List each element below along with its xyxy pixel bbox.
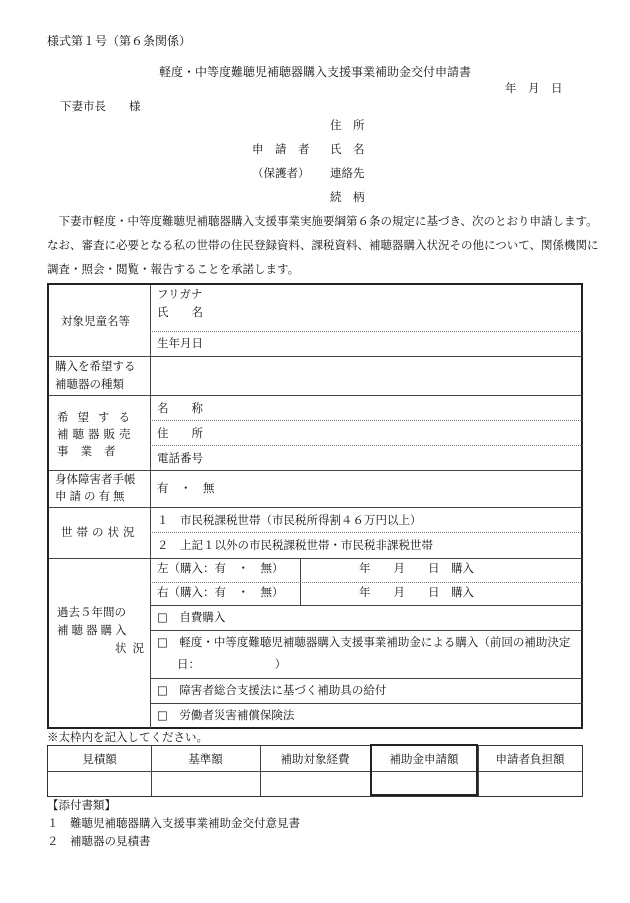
- intro-line-3: 調査・照会・閲覧・報告することを承諾します。: [47, 262, 300, 276]
- child-label: 対象児童名等: [61, 314, 130, 328]
- history-label-2: 補聴器購入: [57, 623, 130, 637]
- application-table: [47, 283, 583, 729]
- intro-line-1: 下妻市軽度・中等度難聴児補聴器購入支援事業実施要綱第６条の規定に基づき、次のとおり申請します。: [47, 214, 598, 228]
- birthdate-field[interactable]: 生年月日: [157, 336, 203, 350]
- attachment-item-2: ２ 補聴器の見積書: [47, 834, 151, 848]
- left-purchase[interactable]: 左（購入：有 ・ 無）: [157, 561, 284, 575]
- household-option-2[interactable]: ２ 上記１以外の市民税課税世帯・市民税非課税世帯: [157, 538, 433, 552]
- left-purchase-date[interactable]: 年 月 日 購入: [359, 561, 474, 575]
- device-type-label-2: 補聴器の種類: [55, 377, 124, 391]
- attachments-title: 【添付書類】: [47, 798, 116, 812]
- seller-label-3: 事業者: [57, 444, 128, 458]
- child-name-field[interactable]: 氏 名: [157, 305, 203, 319]
- seller-phone-field[interactable]: 電話番号: [157, 451, 203, 465]
- form-number: 様式第１号（第６条関係）: [47, 34, 192, 48]
- date-line[interactable]: 年 月 日: [505, 81, 563, 95]
- col-standard: 基準額: [188, 752, 223, 766]
- disability-label-2: 申請の有無: [55, 489, 128, 503]
- seller-address-field[interactable]: 住 所: [157, 426, 203, 440]
- page-title: 軽度・中等度難聴児補聴器購入支援事業補助金交付申請書: [158, 65, 471, 79]
- device-type-label-1: 購入を希望する: [55, 359, 136, 373]
- option-self-purchase[interactable]: □ 自費購入: [157, 610, 226, 624]
- col-applicant-burden: 申請者負担額: [495, 752, 565, 766]
- applicant-label: 申 請 者: [252, 142, 310, 156]
- disability-label-1: 身体障害者手帳: [55, 472, 136, 486]
- history-label-1: 過去５年間の: [57, 605, 126, 619]
- seller-label-1: 希望する: [57, 410, 139, 424]
- amounts-table: [47, 745, 583, 797]
- seller-label-2: 補聴器販売: [57, 427, 135, 441]
- household-label: 世帯の状況: [61, 525, 139, 539]
- note-text: ※太枠内を記入してください。: [47, 730, 208, 744]
- applicant-name-label: 氏 名: [330, 142, 365, 156]
- seller-name-field[interactable]: 名 称: [157, 401, 203, 415]
- option-subsidy-purchase[interactable]: □ 軽度・中等度難聴児補聴器購入支援事業補助金による購入（前回の補助決定: [157, 635, 571, 649]
- intro-line-2: なお、審査に必要となる私の世帯の住民登録資料、課税資料、補聴器購入状況その他について、関係機関に: [47, 238, 599, 252]
- right-purchase[interactable]: 右（購入：有 ・ 無）: [157, 585, 284, 599]
- disability-value[interactable]: 有 ・ 無: [157, 481, 215, 495]
- guardian-label: （保護者）: [252, 166, 310, 180]
- option-subsidy-date[interactable]: 日： ）: [177, 657, 287, 671]
- addressee: 下妻市長 様: [60, 99, 141, 113]
- option-insurance-law[interactable]: □ 労働者災害補償保険法: [157, 708, 295, 722]
- col-estimate: 見積額: [82, 752, 117, 766]
- household-option-1[interactable]: １ 市民税課税世帯（市民税所得割４６万円以上）: [157, 513, 422, 527]
- history-label-3: 状況: [115, 641, 150, 655]
- right-purchase-date[interactable]: 年 月 日 購入: [359, 585, 474, 599]
- attachment-item-1: １ 難聴児補聴器購入支援事業補助金交付意見書: [47, 816, 300, 830]
- col-eligible-cost: 補助対象経費: [280, 752, 350, 766]
- col-subsidy-request: 補助金申請額: [389, 752, 459, 766]
- option-support-law[interactable]: □ 障害者総合支援法に基づく補助具の給付: [157, 683, 387, 697]
- applicant-relation-label: 続 柄: [330, 190, 365, 204]
- applicant-contact-label: 連絡先: [330, 166, 365, 180]
- furigana-field[interactable]: フリガナ: [157, 287, 203, 301]
- applicant-address-label: 住 所: [330, 118, 365, 132]
